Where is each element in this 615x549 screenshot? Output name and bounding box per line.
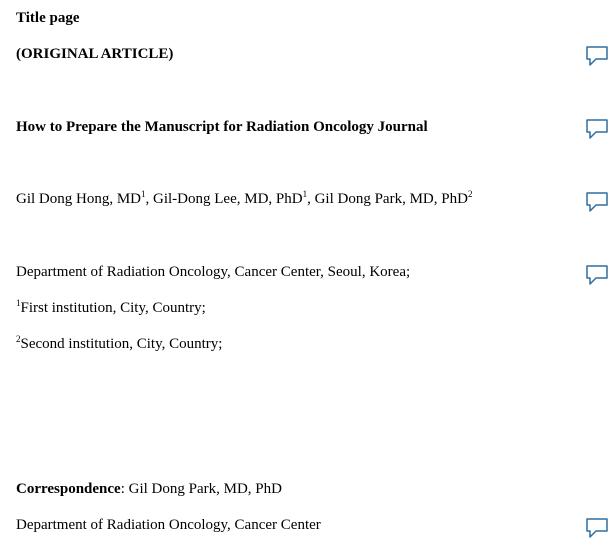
affiliation-mark: 2 [467, 189, 473, 199]
institution-mark: 1 [16, 298, 21, 308]
institution-text: First institution, City, Country; [20, 300, 206, 316]
manuscript-title: How to Prepare the Manuscript for Radiation Oncology Journal [16, 119, 428, 135]
department-line: Department of Radiation Oncology, Cancer Center, Seoul, Korea; [16, 264, 411, 280]
institution-line [16, 299, 206, 317]
affiliation-mark: 1 [302, 189, 308, 199]
correspondence-line [16, 480, 282, 498]
comment-bubble-icon[interactable] [585, 264, 609, 286]
comment-bubble-icon[interactable] [585, 45, 609, 67]
institution-line [16, 335, 222, 353]
comment-bubble-icon[interactable] [585, 191, 609, 213]
title-page-label: Title page [16, 10, 80, 26]
author-name: Gil Dong Hong, MD [16, 191, 142, 207]
author-separator: , [145, 191, 154, 207]
author-name: Gil Dong Park, MD, PhD [314, 191, 468, 207]
article-type: (ORIGINAL ARTICLE) [16, 46, 174, 62]
correspondence-department: Department of Radiation Oncology, Cancer Center [16, 517, 321, 533]
institution-text: Second institution, City, Country; [20, 336, 223, 352]
comment-bubble-icon[interactable] [585, 517, 609, 539]
correspondence-name: : Gil Dong Park, MD, PhD [120, 481, 282, 497]
author-line [16, 190, 472, 208]
author-separator: , [307, 191, 315, 207]
institution-mark: 2 [16, 334, 21, 344]
correspondence-label: Correspondence [16, 481, 121, 497]
comment-bubble-icon[interactable] [585, 118, 609, 140]
author-name: Gil-Dong Lee, MD, PhD [153, 191, 303, 207]
affiliation-mark: 1 [141, 189, 146, 199]
